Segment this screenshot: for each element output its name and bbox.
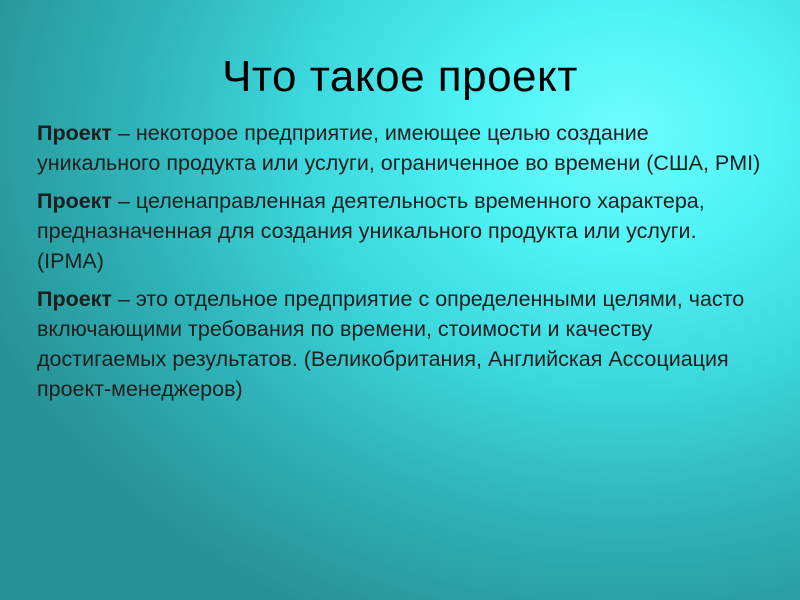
definition-paragraph-3 bbox=[37, 284, 767, 404]
slide-content bbox=[37, 118, 767, 412]
slide-title: Что такое проект bbox=[222, 52, 578, 101]
definition-paragraph-2 bbox=[37, 186, 767, 276]
definition-text: – это отдельное предприятие с определенными целями, часто включающими требования по времени, стоимости и качеству достигаемых результатов. (Великобритания, Английская Ассоциация проект-менеджеров) bbox=[37, 287, 745, 401]
definition-text: – некоторое предприятие, имеющее целью создание уникального продукта или услуги, ограниченное во времени (США, PMI) bbox=[37, 121, 761, 175]
definition-paragraph-1 bbox=[37, 118, 767, 178]
definition-term: Проект bbox=[37, 287, 112, 311]
definition-term: Проект bbox=[37, 121, 112, 145]
definition-text: – целенаправленная деятельность временного характера, предназначенная для создания уникального продукта или услуги. (IPMA) bbox=[37, 189, 705, 273]
definition-term: Проект bbox=[37, 189, 112, 213]
